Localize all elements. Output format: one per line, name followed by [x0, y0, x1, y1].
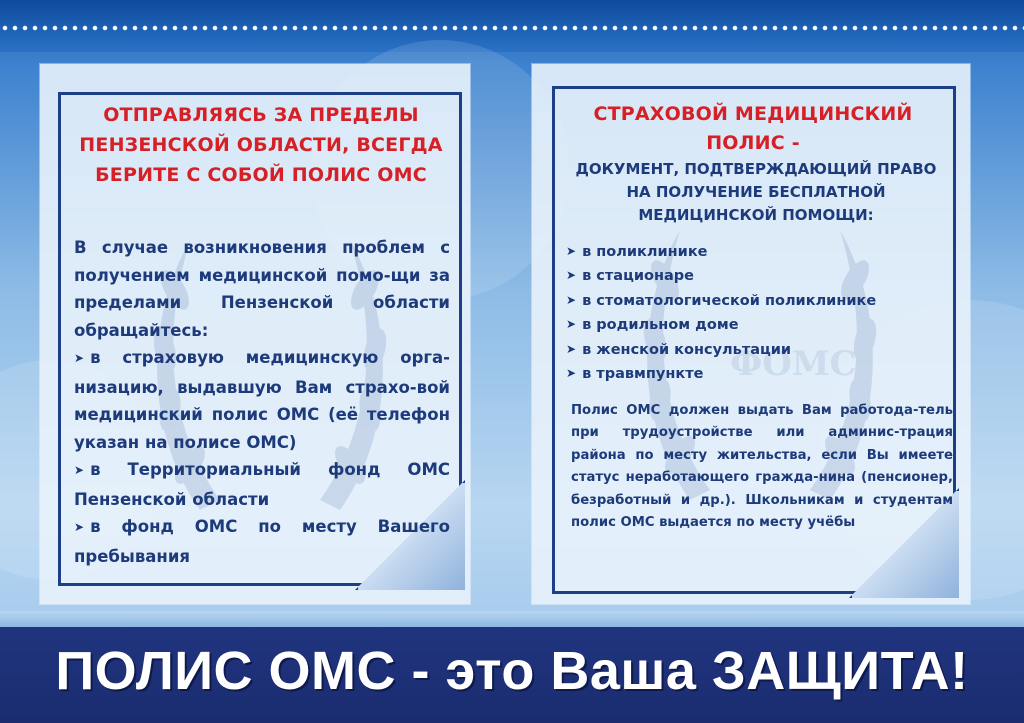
list-item-text: в травмпункте	[582, 366, 704, 383]
right-subheading: ДОКУМЕНТ, ПОДТВЕРЖДАЮЩИЙ ПРАВО НА ПОЛУЧЕНИЕ БЕСПЛАТНОЙ МЕДИЦИНСКОЙ ПОМОЩИ:	[575, 160, 937, 224]
list-item	[74, 513, 450, 570]
list-item-text: в страховую медицинскую орга-низацию, выдавшую Вам страхо-вой медицинский полис ОМС (её телефон указан на полисе ОМС)	[74, 348, 450, 452]
list-item	[566, 338, 946, 362]
list-item-text: в родильном доме	[582, 317, 739, 334]
arrow-bullet-icon: ➤	[566, 244, 577, 258]
list-item	[74, 344, 450, 456]
facility-list	[566, 240, 946, 386]
slogan-text: ПОЛИС ОМС - это Ваша ЗАЩИТА!	[55, 641, 969, 701]
arrow-bullet-icon: ➤	[74, 463, 85, 477]
list-item	[566, 313, 946, 337]
list-item	[566, 289, 946, 313]
arrow-bullet-icon: ➤	[566, 292, 577, 307]
right-paragraph: Полис ОМС должен выдать Вам работода-тель при трудоустройстве или админис-трация района по месту жительства, если Вы имеете статус неработающего гражда-нина (пенсионер, безработный и др.). Школьникам и студентам полис ОМС выдается по месту учёбы	[571, 403, 953, 531]
list-item-text: в стационаре	[582, 268, 694, 285]
arrow-bullet-icon: ➤	[74, 520, 85, 534]
arrow-bullet-icon: ➤	[566, 268, 577, 283]
left-heading: ОТПРАВЛЯЯСЬ ЗА ПРЕДЕЛЫ ПЕНЗЕНСКОЙ ОБЛАСТИ, ВСЕГДА БЕРИТЕ С СОБОЙ ПОЛИС ОМС	[79, 104, 443, 186]
arrow-bullet-icon: ➤	[566, 317, 577, 332]
list-item-text: в Территориальный фонд ОМС Пензенской области	[74, 460, 450, 509]
arrow-bullet-icon: ➤	[566, 341, 577, 356]
list-item-text: в женской консультации	[582, 341, 792, 358]
list-item	[566, 240, 946, 264]
left-body-text	[74, 234, 450, 570]
dotted-border	[0, 24, 1024, 32]
list-item	[566, 264, 946, 288]
right-heading: СТРАХОВОЙ МЕДИЦИНСКИЙ ПОЛИС -	[593, 103, 913, 154]
bottom-divider	[0, 611, 1024, 627]
list-item	[566, 362, 946, 386]
arrow-bullet-icon: ➤	[566, 366, 577, 381]
list-item-text: в стоматологической поликлинике	[582, 292, 877, 309]
left-intro: В случае возникновения проблем с получением медицинской помо-щи за пределами Пензенской области обращайтесь:	[74, 238, 450, 340]
list-item-text: в фонд ОМС по месту Вашего пребывания	[74, 517, 450, 566]
list-item-text: в поликлинике	[582, 244, 708, 260]
arrow-bullet-icon: ➤	[74, 351, 85, 365]
list-item	[74, 456, 450, 513]
